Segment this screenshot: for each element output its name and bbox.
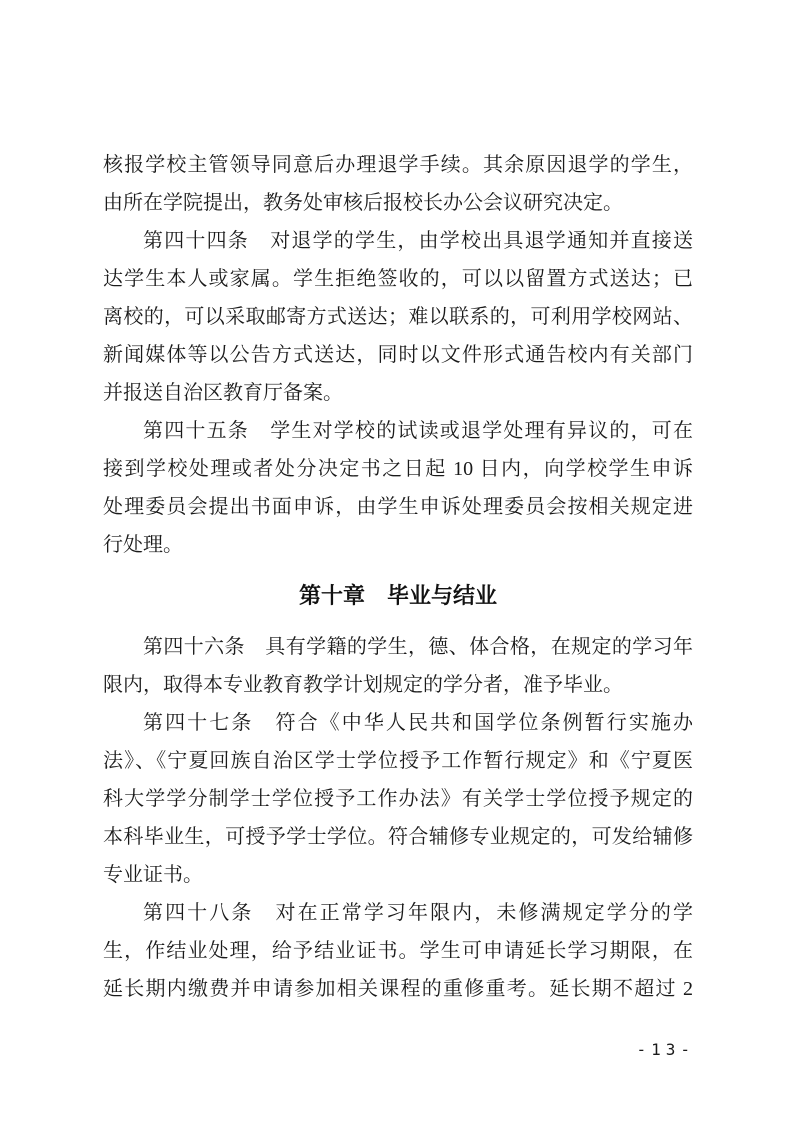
text-line: 第四十四条 对退学的学生，由学校出具退学通知并直接送 [143,230,693,252]
text-line: 新闻媒体等以公告方式送达，同时以文件形式通告校内有关部门 [103,344,693,366]
text-line: 专业证书。 [103,864,203,886]
text-line: 生，作结业处理，给予结业证书。学生可申请延长学习期限，在 [103,940,693,962]
text-line: 法》、《宁夏回族自治区学士学位授予工作暂行规定》和《宁夏医 [103,750,693,772]
text-line: 第四十七条 符合《中华人民共和国学位条例暂行实施办 [143,712,693,734]
text-line: 本科毕业生，可授予学士学位。符合辅修专业规定的，可发给辅修 [103,826,693,848]
text-line: 离校的，可以采取邮寄方式送达；难以联系的，可利用学校网站、 [103,306,693,328]
text-line: 限内，取得本专业教育教学计划规定的学分者，准予毕业。 [103,674,623,696]
text-line: 第四十六条 具有学籍的学生，德、体合格，在规定的学习年 [143,636,693,658]
text-line: 由所在学院提出，教务处审核后报校长办公会议研究决定。 [103,192,623,214]
page-number: -13- [636,1040,695,1059]
chapter-heading: 第十章 毕业与结业 [298,583,497,608]
text-line: 第四十五条 学生对学校的试读或退学处理有异议的，可在 [143,420,693,442]
text-line: 并报送自治区教育厅备案。 [103,382,343,404]
text-line: 达学生本人或家属。学生拒绝签收的，可以以留置方式送达；已 [103,268,693,290]
text-line: 接到学校处理或者处分决定书之日起 10 日内，向学校学生申诉 [103,458,693,480]
text-line: 延长期内缴费并申请参加相关课程的重修重考。延长期不超过 2 [103,978,693,1000]
text-line: 科大学学分制学士学位授予工作办法》有关学士学位授予规定的 [103,788,693,810]
document-body [103,146,693,1008]
text-line: 核报学校主管领导同意后办理退学手续。其余原因退学的学生， [103,154,693,176]
text-line: 行处理。 [103,534,183,556]
text-line: 第四十八条 对在正常学习年限内，未修满规定学分的学 [143,902,693,924]
text-line: 处理委员会提出书面申诉，由学生申诉处理委员会按相关规定进 [103,496,693,518]
